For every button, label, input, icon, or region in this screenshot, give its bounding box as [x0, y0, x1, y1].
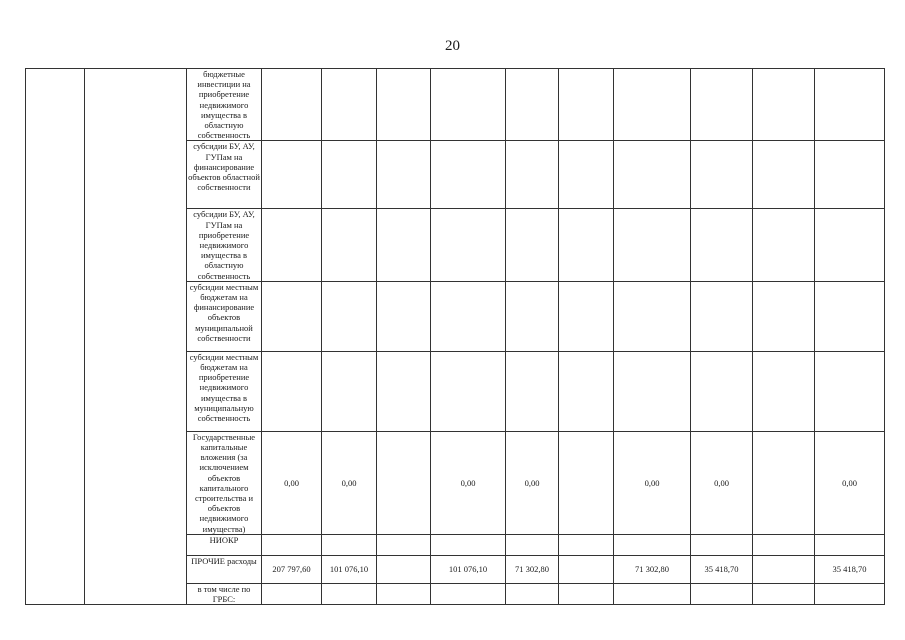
value-cell: 0,00 — [322, 431, 377, 534]
value-cell — [322, 209, 377, 281]
table-row — [26, 69, 885, 141]
value-cell — [753, 534, 815, 555]
row-label: субсидии БУ, АУ, ГУПам на финансирование объектов областной собственности — [187, 141, 262, 209]
value-cell — [753, 351, 815, 431]
value-cell — [753, 431, 815, 534]
value-cell — [815, 141, 885, 209]
value-cell — [506, 583, 559, 604]
value-cell — [262, 209, 322, 281]
value-cell — [377, 555, 431, 583]
value-cell — [322, 141, 377, 209]
value-cell: 101 076,10 — [431, 555, 506, 583]
value-cell — [614, 351, 691, 431]
value-cell — [691, 351, 753, 431]
value-cell — [377, 281, 431, 351]
value-cell — [506, 69, 559, 141]
value-cell — [431, 534, 506, 555]
value-cell — [753, 555, 815, 583]
value-cell — [262, 69, 322, 141]
value-cell: 71 302,80 — [614, 555, 691, 583]
row-label: субсидии БУ, АУ, ГУПам на приобретение недвижимого имущества в областную собственность — [187, 209, 262, 281]
value-cell — [614, 209, 691, 281]
value-cell — [377, 141, 431, 209]
value-cell — [377, 69, 431, 141]
row-label: Государственные капитальные вложения (за исключением объектов капитального строительства и объектов недвижимого имущества) — [187, 431, 262, 534]
value-cell — [753, 209, 815, 281]
value-cell — [262, 583, 322, 604]
value-cell — [377, 583, 431, 604]
value-cell — [506, 534, 559, 555]
value-cell — [559, 281, 614, 351]
value-cell — [322, 281, 377, 351]
value-cell — [614, 583, 691, 604]
value-cell — [431, 69, 506, 141]
row-label: субсидии местным бюджетам на приобретение недвижимого имущества в муниципальную собственность — [187, 351, 262, 431]
value-cell — [377, 534, 431, 555]
value-cell — [431, 209, 506, 281]
row-label: бюджетные инвестиции на приобретение недвижимого имущества в областную собственность — [187, 69, 262, 141]
value-cell — [262, 141, 322, 209]
value-cell — [691, 281, 753, 351]
value-cell — [753, 281, 815, 351]
value-cell — [559, 431, 614, 534]
value-cell: 0,00 — [815, 431, 885, 534]
value-cell — [262, 351, 322, 431]
value-cell — [815, 583, 885, 604]
value-cell — [559, 141, 614, 209]
value-cell — [506, 209, 559, 281]
value-cell: 35 418,70 — [691, 555, 753, 583]
value-cell — [377, 431, 431, 534]
merged-name-cell — [85, 69, 187, 605]
value-cell — [559, 209, 614, 281]
value-cell — [815, 69, 885, 141]
value-cell — [614, 69, 691, 141]
value-cell — [431, 281, 506, 351]
value-cell — [559, 555, 614, 583]
merged-index-cell — [26, 69, 85, 605]
value-cell: 101 076,10 — [322, 555, 377, 583]
value-cell — [506, 281, 559, 351]
value-cell — [691, 69, 753, 141]
value-cell: 0,00 — [262, 431, 322, 534]
value-cell — [322, 351, 377, 431]
value-cell — [614, 281, 691, 351]
value-cell — [431, 141, 506, 209]
value-cell — [614, 141, 691, 209]
value-cell — [559, 69, 614, 141]
value-cell: 207 797,60 — [262, 555, 322, 583]
value-cell — [431, 583, 506, 604]
value-cell — [559, 534, 614, 555]
row-label: ПРОЧИЕ расходы — [187, 555, 262, 583]
value-cell — [614, 534, 691, 555]
value-cell — [377, 209, 431, 281]
value-cell — [262, 534, 322, 555]
row-label: субсидии местным бюджетам на финансирование объектов муниципальной собственности — [187, 281, 262, 351]
value-cell — [691, 209, 753, 281]
value-cell — [559, 351, 614, 431]
value-cell — [753, 69, 815, 141]
value-cell — [815, 351, 885, 431]
value-cell — [262, 281, 322, 351]
budget-table — [25, 68, 885, 605]
page-number: 20 — [445, 38, 460, 54]
value-cell — [753, 583, 815, 604]
value-cell — [506, 141, 559, 209]
value-cell: 0,00 — [506, 431, 559, 534]
value-cell — [815, 534, 885, 555]
value-cell — [431, 351, 506, 431]
value-cell — [691, 534, 753, 555]
row-label: НИОКР — [187, 534, 262, 555]
value-cell — [753, 141, 815, 209]
value-cell — [691, 141, 753, 209]
value-cell — [815, 281, 885, 351]
value-cell — [691, 583, 753, 604]
value-cell: 0,00 — [431, 431, 506, 534]
value-cell — [322, 583, 377, 604]
value-cell: 0,00 — [691, 431, 753, 534]
value-cell: 71 302,80 — [506, 555, 559, 583]
value-cell — [377, 351, 431, 431]
value-cell — [506, 351, 559, 431]
value-cell — [559, 583, 614, 604]
row-label: в том числе по ГРБС: — [187, 583, 262, 604]
value-cell — [322, 69, 377, 141]
value-cell — [322, 534, 377, 555]
value-cell: 35 418,70 — [815, 555, 885, 583]
value-cell — [815, 209, 885, 281]
value-cell: 0,00 — [614, 431, 691, 534]
